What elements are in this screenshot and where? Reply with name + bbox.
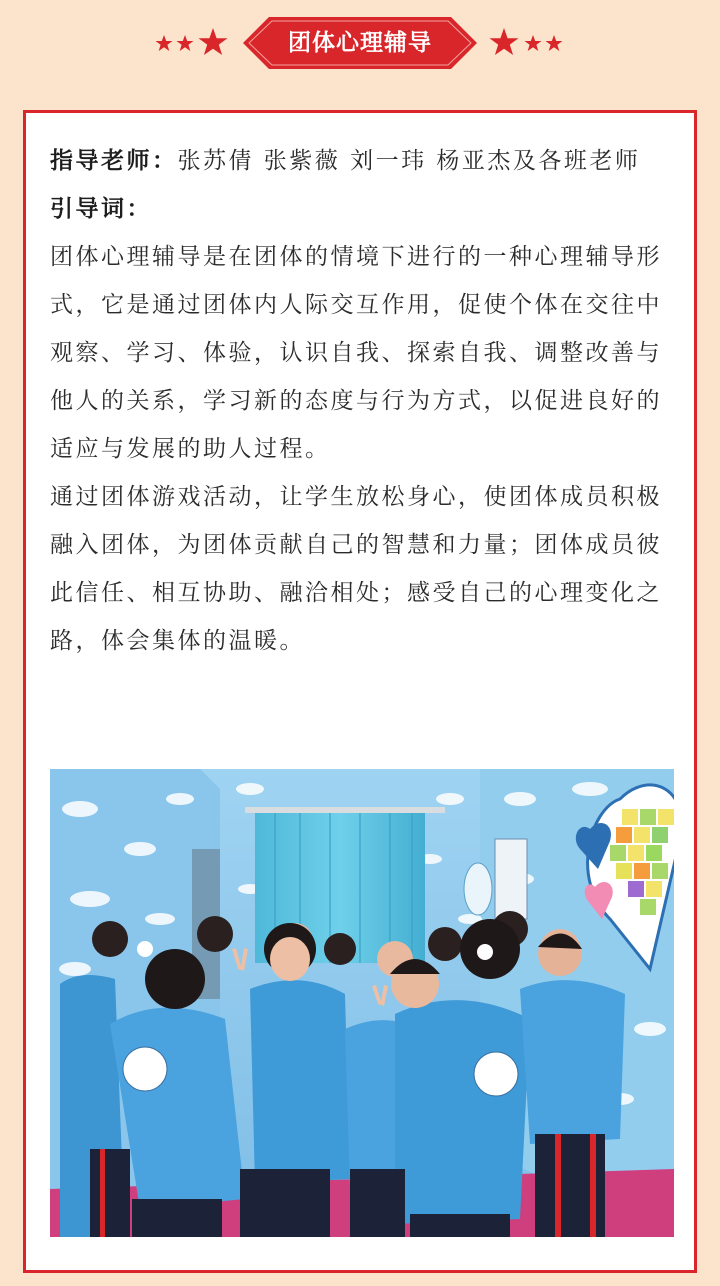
title-banner xyxy=(243,17,477,69)
intro-paragraph-2: 通过团体游戏活动，让学生放松身心，使团体成员积极融入团体，为团体贡献自己的智慧和力量；团体成员彼此信任、相互协助、融洽相处；感受自己的心理变化之路，体会集体的温暖。 xyxy=(50,484,662,654)
content-card xyxy=(23,110,697,1273)
teacher-line xyxy=(50,137,676,185)
banner-title: 团体心理辅导 xyxy=(288,30,432,56)
intro-paragraph-1: 团体心理辅导是在团体的情境下进行的一种心理辅导形式，它是通过团体内人际交互作用，促使个体在交往中观察、学习、体验，认识自我、探索自我、调整改善与他人的关系，学习新的态度与行为方式，以促进良好的适应与发展的助人过程。 xyxy=(50,244,662,462)
star-icon xyxy=(156,35,173,51)
star-icon xyxy=(199,28,228,55)
star-icon xyxy=(490,28,519,55)
stars-left-decoration xyxy=(156,26,230,60)
section-header xyxy=(0,14,720,72)
group-activity-photo xyxy=(50,769,674,1237)
star-icon xyxy=(177,35,194,51)
teacher-names: 张苏倩 张紫薇 刘一玮 杨亚杰及各班老师 xyxy=(177,148,641,174)
intro-label: 引导词： xyxy=(50,196,152,222)
stars-right-decoration xyxy=(488,26,562,60)
card-text xyxy=(50,137,676,665)
teacher-label: 指导老师： xyxy=(50,148,178,174)
star-icon xyxy=(546,35,563,51)
star-icon xyxy=(525,35,542,51)
